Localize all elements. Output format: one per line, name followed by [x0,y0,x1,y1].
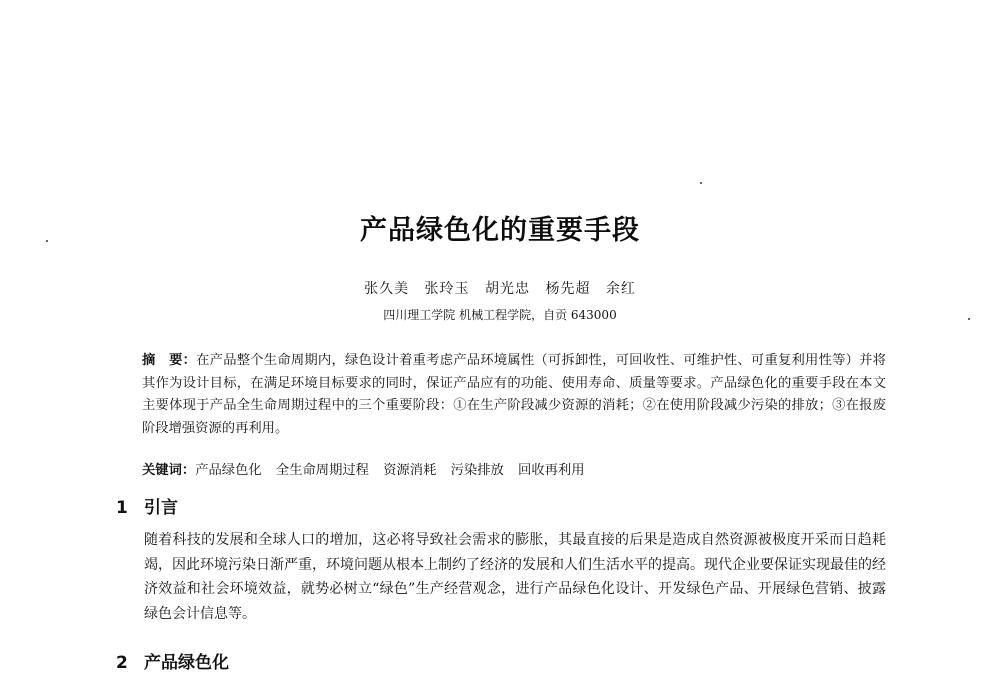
section-number: 1 [116,498,128,518]
section-heading-introduction [116,493,178,518]
keywords-text: 产品绿色化 全生命周期过程 资源消耗 污染排放 回收再利用 [195,463,585,478]
abstract-paragraph [116,350,886,440]
section-title: 产品绿色化 [144,653,229,673]
abstract-text: 在产品整个生命周期内，绿色设计着重考虑产品环境属性（可拆卸性，可回收性、可维护性、可重复利用性等）并将其作为设计目标，在满足环境目标要求的同时，保证产品应有的功能、使用寿命、质量等要求。产品绿色化的重要手段在本文主要体现于产品全生命周期过程中的三个重要阶段：①在生产阶段减少资源的消耗；②在使用阶段减少污染的排放；③在报废阶段增强资源的再利用。 [142,353,887,436]
body-paragraph: 随着科技的发展和全球人口的增加，这必将导致社会需求的膨胀，其最直接的后果是造成自然资源被极度开采而日趋耗竭，因此环境污染日渐严重，环境问题从根本上制约了经济的发展和人们生活水平的提高。现代企业要保证实现最佳的经济效益和社会环境效益，就势必树立“绿色”生产经营观念，进行产品绿色化设计、开发绿色产品、开展绿色营销、披露绿色会计信息等。 [144,532,886,622]
section-number: 2 [116,653,128,673]
section-title: 引言 [144,498,178,518]
paper-title: 产品绿色化的重要手段 [360,215,640,246]
keywords-line [142,460,882,482]
author-list: 张久美 张玲玉 胡光忠 杨先超 余红 [364,281,636,297]
section-heading-product-greening [116,648,229,673]
introduction-body [116,528,886,626]
abstract-block [116,350,886,440]
abstract-label: 摘 要： [142,353,197,368]
scan-speck [700,182,702,184]
affiliation: 四川理工学院 机械工程学院，自贡 643000 [383,308,617,322]
keywords-label: 关键词： [142,463,196,478]
